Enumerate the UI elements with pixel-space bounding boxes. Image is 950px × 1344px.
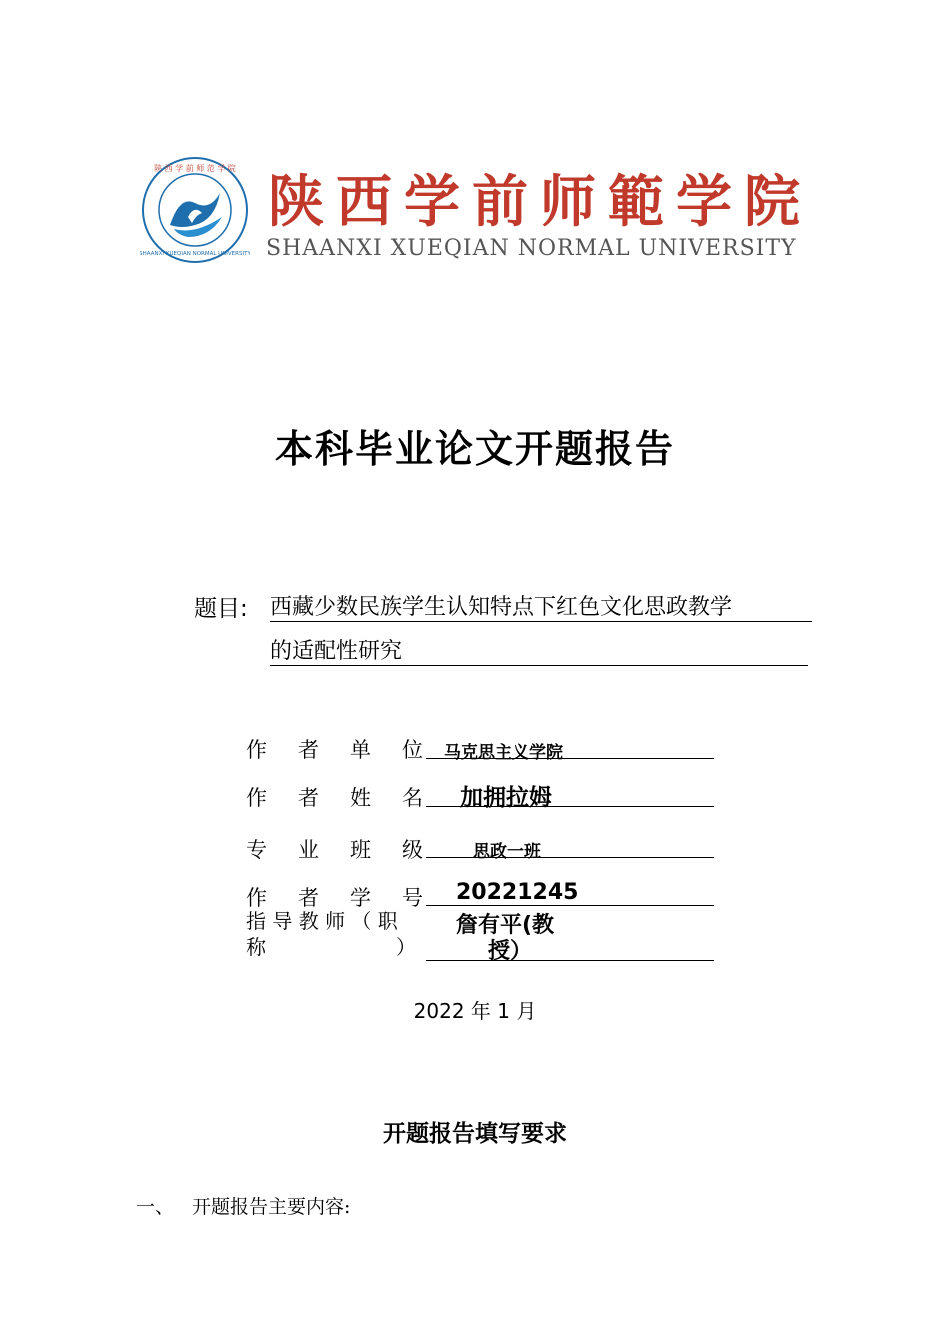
- requirements-title: 开题报告填写要求: [383, 1120, 567, 1147]
- student-id-value: 20221245: [456, 880, 579, 905]
- svg-text:陕 西 学 前 师 范 学 院: 陕 西 学 前 师 范 学 院: [154, 164, 236, 173]
- author-name-underline: [426, 805, 714, 807]
- student-id-underline: [426, 904, 714, 906]
- advisor-value-line-2: 授）: [488, 939, 533, 964]
- advisor-underline: [426, 959, 714, 961]
- section-text: 开题报告主要内容:: [192, 1196, 351, 1218]
- topic-text-line-1: 西藏少数民族学生认知特点下红色文化思政教学: [270, 590, 812, 622]
- svg-text:SHAANXI XUEQIAN NORMAL UNIVERS: SHAANXI XUEQIAN NORMAL UNIVERSITY: [140, 251, 250, 257]
- author-name-label: 作 者 姓 名: [246, 786, 423, 810]
- author-unit-label: 作 者 单 位: [246, 738, 423, 762]
- university-name-en: SHAANXI XUEQIAN NORMAL UNIVERSITY: [266, 236, 797, 261]
- major-class-value: 思政一班: [473, 842, 541, 862]
- section-heading-1: [136, 1192, 350, 1219]
- author-unit-underline: [426, 757, 714, 759]
- advisor-label: 指 导 教 师 （ 职 称 ）: [246, 909, 416, 959]
- topic-text-line-2: 的适配性研究: [270, 634, 808, 666]
- author-name-value: 加拥拉姆: [460, 785, 552, 811]
- report-date: 2022 年 1 月: [413, 999, 537, 1023]
- emblem-icon: [140, 155, 250, 265]
- university-name-cn: 陕西学前师範学院: [268, 169, 812, 235]
- report-title: 本科毕业论文开题报告: [274, 427, 675, 471]
- author-unit-value: 马克思主义学院: [444, 743, 563, 763]
- student-id-label: 作 者 学 号: [246, 886, 423, 910]
- topic-label: 题目:: [194, 596, 248, 622]
- section-number: 一、: [136, 1196, 175, 1218]
- major-class-label: 专 业 班 级: [246, 838, 423, 862]
- advisor-value-line-1: 詹有平(教: [456, 913, 555, 938]
- university-emblem: [140, 155, 250, 265]
- major-class-underline: [426, 856, 714, 858]
